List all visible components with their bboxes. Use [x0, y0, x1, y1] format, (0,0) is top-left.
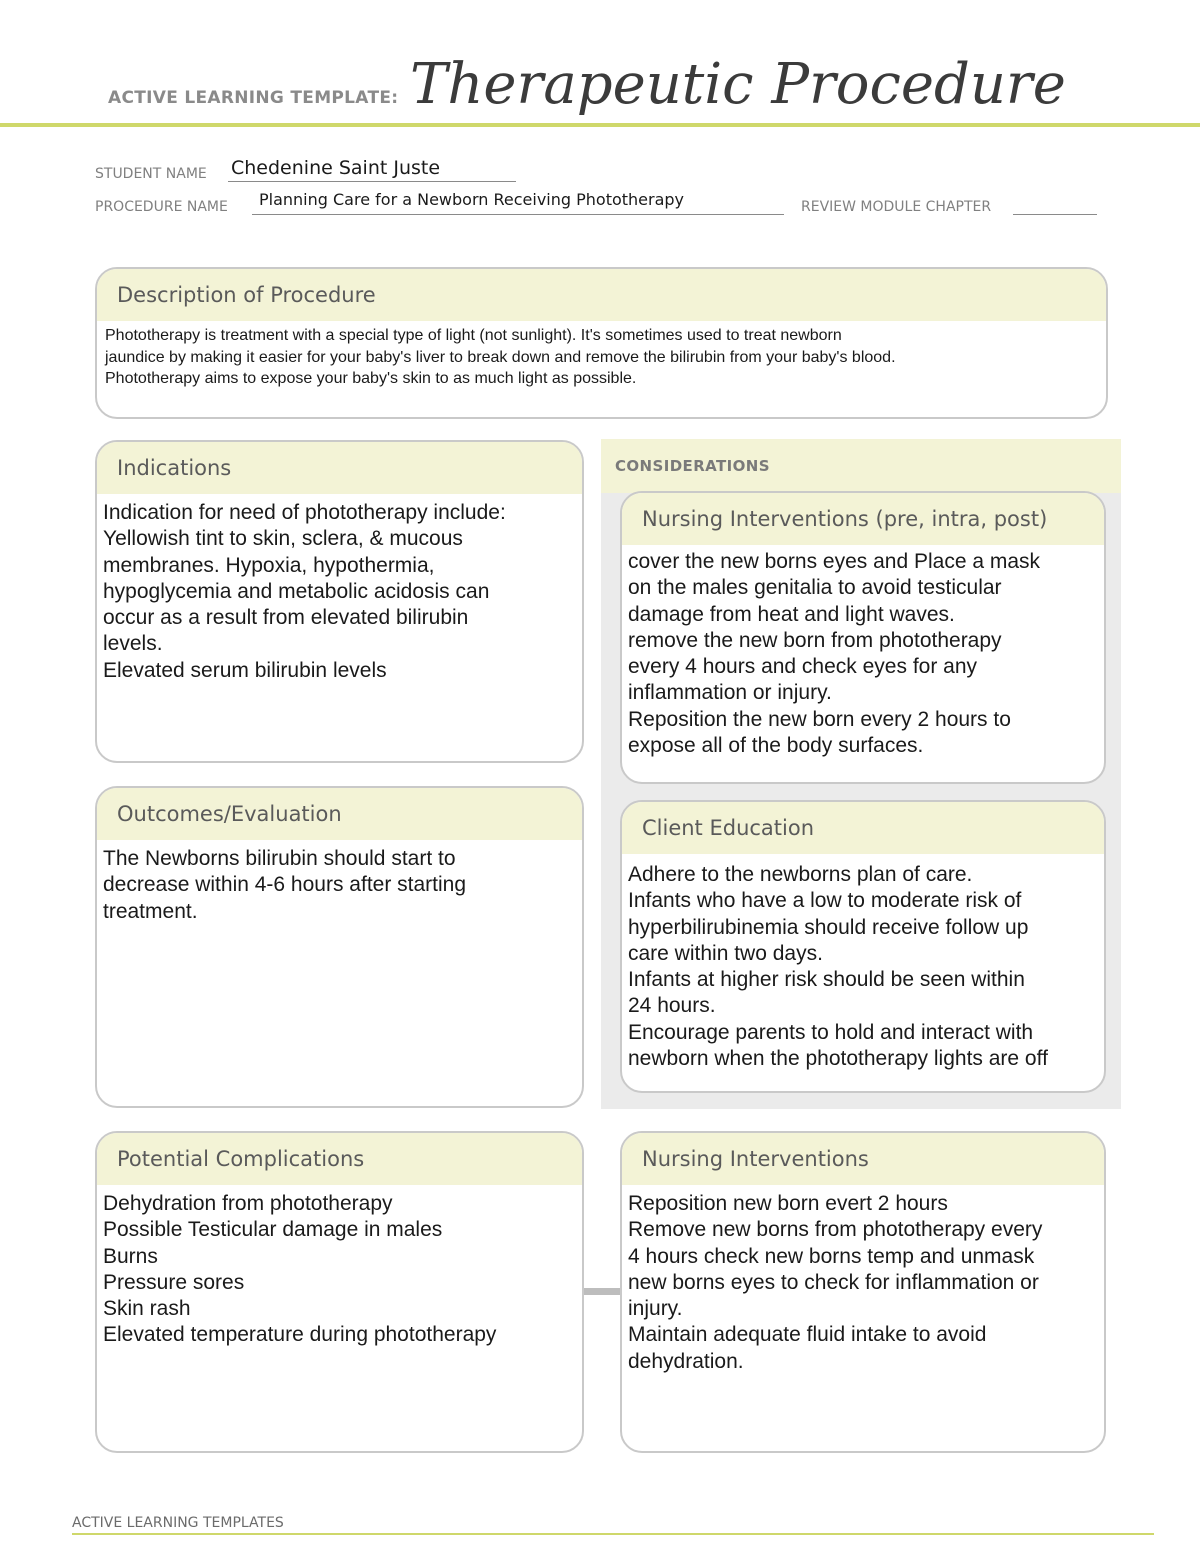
nursing-pre-line: damage from heat and light waves.	[628, 602, 955, 626]
outcomes-line: treatment.	[103, 899, 198, 923]
complications-box	[95, 1131, 584, 1453]
description-heading: Description of Procedure	[97, 269, 1106, 321]
complications-line: Elevated temperature during phototherapy	[103, 1323, 497, 1347]
outcomes-text[interactable]	[97, 840, 582, 925]
indications-line: membranes. Hypoxia, hypothermia,	[103, 553, 435, 577]
indications-line: levels.	[103, 632, 163, 656]
client-education-line: care within two days.	[628, 941, 823, 965]
student-name-label: STUDENT NAME	[95, 166, 207, 182]
complications-line: Pressure sores	[103, 1270, 245, 1294]
page-title: Therapeutic Procedure	[410, 52, 1066, 117]
nursing-line: new borns eyes to check for inflammation or	[628, 1270, 1039, 1294]
indications-heading: Indications	[97, 442, 582, 494]
nursing-line: 4 hours check new borns temp and unmask	[628, 1244, 1035, 1268]
indications-line: occur as a result from elevated bilirubin	[103, 606, 469, 630]
student-name-underline	[228, 181, 516, 182]
indications-line: Elevated serum bilirubin levels	[103, 658, 387, 682]
template-label: ACTIVE LEARNING TEMPLATE:	[108, 88, 399, 108]
indications-text[interactable]	[97, 494, 582, 684]
footer-divider	[72, 1533, 1154, 1535]
nursing-pre-line: cover the new borns eyes and Place a mask	[628, 550, 1041, 573]
complications-heading: Potential Complications	[97, 1133, 582, 1185]
outcomes-line: decrease within 4-6 hours after starting	[103, 873, 467, 897]
complications-line: Possible Testicular damage in males	[103, 1218, 443, 1242]
client-education-heading: Client Education	[622, 802, 1104, 854]
procedure-name-field[interactable]: Planning Care for a Newborn Receiving Phototherapy	[259, 190, 685, 209]
considerations-heading: CONSIDERATIONS	[601, 439, 1121, 493]
client-education-line: Infants who have a low to moderate risk of	[628, 889, 1022, 913]
description-line: Phototherapy is treatment with a special type of light (not sunlight). It's sometimes used to treat newborn	[105, 327, 842, 344]
review-module-field[interactable]	[1013, 214, 1097, 215]
nursing-pre-line: expose all of the body surfaces.	[628, 734, 924, 758]
footer-label: ACTIVE LEARNING TEMPLATES	[72, 1515, 284, 1531]
indications-line: Indication for need of phototherapy include:	[103, 501, 506, 524]
client-education-line: hyperbilirubinemia should receive follow up	[628, 915, 1029, 939]
complications-text[interactable]	[97, 1185, 582, 1349]
nursing-interventions-heading: Nursing Interventions	[622, 1133, 1104, 1185]
client-education-box	[620, 800, 1106, 1093]
nursing-interventions-pre-heading: Nursing Interventions (pre, intra, post)	[622, 493, 1104, 545]
nursing-pre-line: Reposition the new born every 2 hours to	[628, 707, 1011, 731]
review-module-label: REVIEW MODULE CHAPTER	[801, 199, 992, 215]
description-text[interactable]	[97, 321, 1106, 390]
nursing-line: Reposition new born evert 2 hours	[628, 1192, 948, 1215]
outcomes-heading: Outcomes/Evaluation	[97, 788, 582, 840]
nursing-pre-line: every 4 hours and check eyes for any	[628, 655, 978, 679]
nursing-interventions-pre-text[interactable]	[622, 545, 1104, 759]
nursing-line: injury.	[628, 1297, 683, 1321]
description-line: Phototherapy aims to expose your baby's skin to as much light as possible.	[105, 370, 637, 387]
indications-line: Yellowish tint to skin, sclera, & mucous	[103, 527, 463, 551]
nursing-interventions-text[interactable]	[622, 1185, 1104, 1375]
nursing-line: Maintain adequate fluid intake to avoid	[628, 1323, 987, 1347]
box-connector	[584, 1288, 620, 1295]
nursing-pre-line: inflammation or injury.	[628, 681, 832, 705]
indications-box	[95, 440, 584, 763]
nursing-interventions-pre-box	[620, 491, 1106, 784]
complications-line: Dehydration from phototherapy	[103, 1192, 393, 1215]
outcomes-box	[95, 786, 584, 1108]
client-education-line: Encourage parents to hold and interact with	[628, 1020, 1034, 1044]
client-education-line: Adhere to the newborns plan of care.	[628, 863, 973, 886]
nursing-pre-line: remove the new born from phototherapy	[628, 628, 1002, 652]
description-box	[95, 267, 1108, 419]
nursing-line: dehydration.	[628, 1349, 744, 1373]
nursing-line: Remove new borns from phototherapy every	[628, 1218, 1043, 1242]
procedure-name-underline	[252, 214, 784, 215]
complications-line: Burns	[103, 1244, 158, 1268]
client-education-line: newborn when the phototherapy lights are off	[628, 1047, 1048, 1071]
description-line: jaundice by making it easier for your baby's liver to break down and remove the bilirubin from your baby's blood.	[105, 348, 896, 366]
indications-line: hypoglycemia and metabolic acidosis can	[103, 579, 490, 603]
nursing-interventions-box	[620, 1131, 1106, 1453]
complications-line: Skin rash	[103, 1297, 191, 1321]
client-education-line: 24 hours.	[628, 994, 716, 1018]
outcomes-line: The Newborns bilirubin should start to	[103, 847, 456, 870]
client-education-text[interactable]	[622, 854, 1104, 1072]
nursing-pre-line: on the males genitalia to avoid testicular	[628, 576, 1002, 600]
procedure-name-label: PROCEDURE NAME	[95, 199, 228, 215]
header-divider	[0, 123, 1200, 127]
student-name-field[interactable]: Chedenine Saint Juste	[231, 157, 441, 179]
client-education-line: Infants at higher risk should be seen within	[628, 968, 1025, 992]
